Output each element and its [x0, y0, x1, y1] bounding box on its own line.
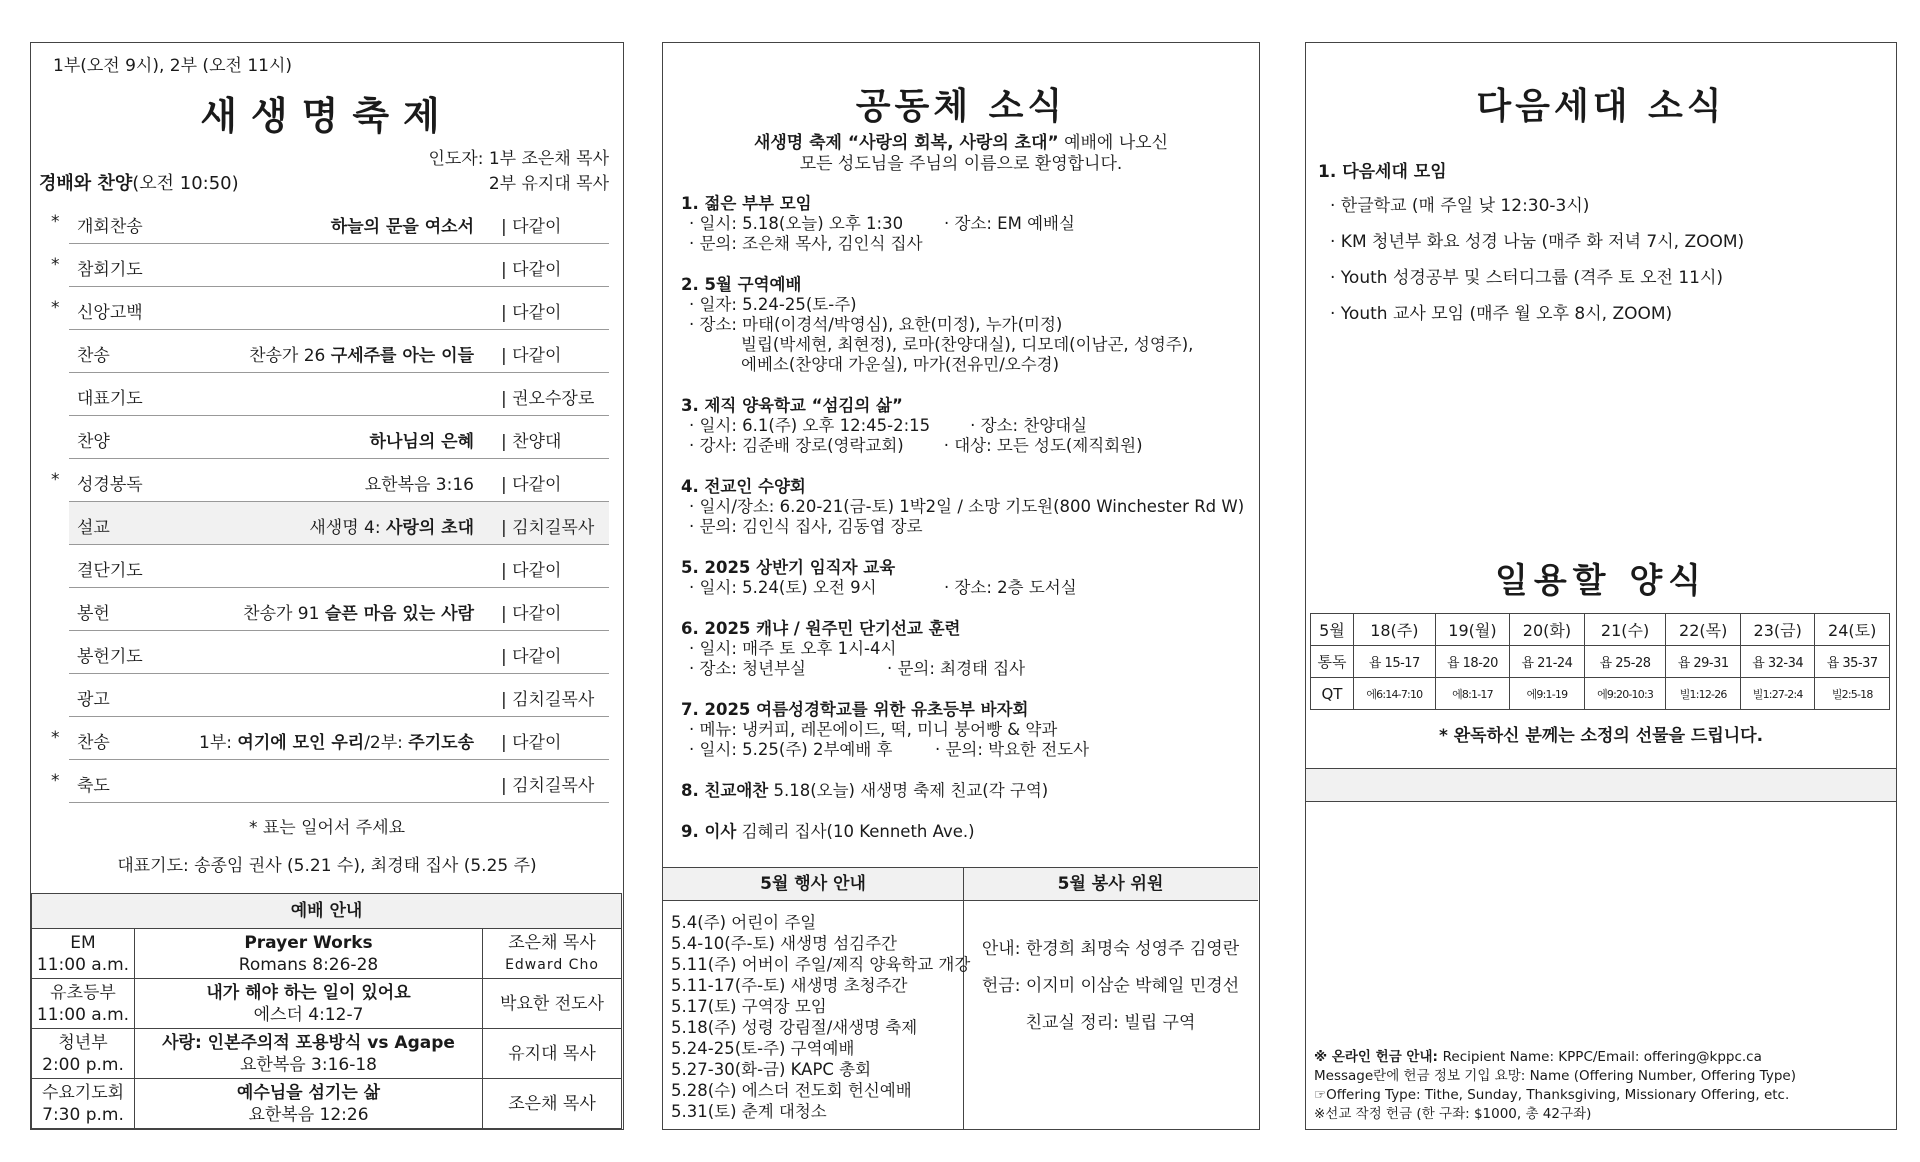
reading-cell: 21(수) [1584, 614, 1666, 646]
news-line [681, 335, 1251, 355]
service-guide-header: 예배 안내 [32, 894, 622, 929]
volunteers-header: 5월 봉사 위원 [963, 868, 1258, 901]
next-gen-list [1330, 191, 1744, 335]
prayer-schedule: 대표기도: 송종임 권사 (5.21 수), 최경태 집사 (5.25 주) [117, 856, 537, 876]
sermon-title: 내가 해야 하는 일이 있어요 [206, 982, 411, 1003]
service-sermon-cell [135, 979, 483, 1029]
news-line-text: 에베소(찬양대 가운실), 마가(전유민/오수경) [741, 355, 1060, 374]
stand-marker: * [51, 212, 60, 232]
offering-text: Recipient Name: KPPC/Email: offering@kppc.ca [1442, 1049, 1762, 1065]
detail-title: 구세주를 아는 이들 [330, 346, 474, 366]
service-row [32, 979, 622, 1029]
order-item-name: 봉헌 [77, 604, 110, 624]
news-item [681, 476, 1251, 537]
reading-row [1311, 678, 1890, 710]
order-item-name: 찬송 [77, 346, 110, 366]
event-item: 5.28(수) 에스더 전도회 헌신예배 [671, 1081, 912, 1100]
event-item: 5.24-25(토-주) 구역예배 [671, 1039, 855, 1058]
news-line [681, 355, 1251, 375]
daily-bread-title: 일용할 양식 [1494, 561, 1708, 601]
reading-cell: 19(월) [1435, 614, 1510, 646]
service-pastor-cell [483, 929, 622, 979]
news-item [681, 193, 1251, 254]
sermon-title: 예수님을 섬기는 삶 [236, 1082, 381, 1103]
news-title: 9. 이사 [681, 822, 737, 841]
order-item-person: | 다같이 [501, 733, 562, 753]
pastor-name: 유지대 목사 [508, 1043, 596, 1064]
news-item [681, 618, 1251, 679]
news-item [681, 274, 1251, 375]
reading-plan-table [1310, 613, 1890, 710]
order-item-person: | 다같이 [501, 475, 562, 495]
order-item-detail [331, 212, 474, 237]
order-item-detail [309, 513, 474, 538]
service-sermon-cell [135, 1079, 483, 1129]
order-row [69, 330, 609, 373]
volunteer-names: 빌립 구역 [1124, 1013, 1196, 1033]
next-gen-title: 다음세대 소식 [1476, 86, 1726, 127]
detail-title: 여기에 모인 우리 [237, 733, 365, 753]
stand-marker: * [51, 298, 60, 318]
order-item-person: | 다같이 [501, 346, 562, 366]
pastor-name: 박요한 전도사 [500, 993, 604, 1014]
news-line-text: · 문의: 조은채 목사, 김인식 집사 [689, 234, 923, 253]
volunteer-line [963, 1008, 1258, 1033]
order-item-detail [370, 427, 474, 452]
event-item: 5.27-30(화-금) KAPC 총회 [671, 1060, 872, 1079]
service-pastor-cell [483, 979, 622, 1029]
reading-cell: 20(화) [1510, 614, 1585, 646]
news-line-text: · 장소: 2층 도서실 [944, 578, 1077, 597]
volunteer-line [963, 934, 1258, 959]
news-item [681, 395, 1251, 456]
news-line-text: · 일시: 6.1(주) 오후 12:45-2:15 [689, 416, 931, 435]
order-item-person: | 김치길목사 [501, 690, 595, 710]
offering-line [1314, 1048, 1796, 1067]
detail-title: 하늘의 문을 여소서 [330, 217, 474, 237]
order-item-person: | 다같이 [501, 604, 562, 624]
service-row [32, 1079, 622, 1129]
events-list [671, 912, 970, 1122]
order-row [51, 459, 609, 502]
order-row [69, 631, 609, 674]
reading-cell: QT [1311, 678, 1354, 710]
divider-band [1306, 768, 1896, 802]
offering-label: ※ 온라인 헌금 안내: [1314, 1049, 1443, 1065]
news-item [681, 821, 1251, 842]
service-row [32, 1029, 622, 1079]
service-group-cell [32, 929, 135, 979]
community-news-panel [662, 42, 1260, 1130]
news-line [681, 720, 1251, 740]
order-row [69, 545, 609, 588]
welcome-bold: 새생명 축제 “사랑의 회복, 사랑의 초대” [753, 133, 1059, 153]
news-title: 4. 전교인 수양회 [681, 477, 806, 496]
volunteer-names: 이지미 이삼순 박혜일 민경선 [1025, 976, 1240, 996]
news-line-text: · 강사: 김준배 장로(영락교회) [689, 436, 904, 455]
news-list [681, 193, 1251, 862]
service-group: 청년부 [58, 1032, 108, 1053]
service-time: 2:00 p.m. [42, 1054, 124, 1075]
order-item-person: | 다같이 [501, 260, 562, 280]
stand-marker: * [51, 255, 60, 275]
sermon-verse: 에스더 4:12-7 [253, 1004, 364, 1025]
next-gen-section: 1. 다음세대 모임 [1318, 162, 1447, 182]
reading-cell: 24(토) [1815, 614, 1890, 646]
order-item-name: 참회기도 [77, 260, 143, 280]
reading-cell: 욥 35-37 [1815, 646, 1890, 678]
news-line [681, 436, 1251, 456]
order-row [69, 502, 609, 545]
news-title: 3. 제직 양육학교 “섬김의 삶” [681, 396, 903, 415]
order-item-detail [249, 341, 474, 366]
news-heading [681, 274, 1251, 295]
service-pastor-cell [483, 1029, 622, 1079]
reading-cell: 에6:14-7:10 [1353, 678, 1435, 710]
order-row [69, 588, 609, 631]
service-group: 유초등부 [50, 982, 116, 1003]
order-row [51, 717, 609, 760]
news-line-text: · 일시: 5.25(주) 2부예배 후 [689, 740, 893, 759]
order-item-person: | 김치길목사 [501, 776, 595, 796]
detail-text: 새생명 4: [309, 518, 386, 538]
news-item [681, 780, 1251, 801]
order-row [69, 674, 609, 717]
reading-cell: 23(금) [1740, 614, 1815, 646]
detail-text: 요한복음 3:16 [364, 475, 474, 495]
service-guide-table [31, 893, 622, 1129]
event-item: 5.4(주) 어린이 주일 [671, 913, 817, 932]
reading-cell: 빌1:27-2:4 [1740, 678, 1815, 710]
detail-text: 찬송가 26 [249, 346, 331, 366]
order-item-person: | 김치길목사 [501, 518, 595, 538]
offering-line [1314, 1067, 1796, 1086]
reading-cell: 빌1:12-26 [1666, 678, 1741, 710]
community-news-title: 공동체 소식 [855, 86, 1067, 127]
worship-order-list [51, 201, 609, 803]
news-line-text: · 장소: 찬양대실 [970, 416, 1088, 435]
order-item-name: 개회찬송 [77, 217, 143, 237]
leader-first-service: 인도자: 1부 조은채 목사 [428, 149, 609, 169]
offering-text: Message란에 헌금 정보 기입 요망: Name (Offering Number, Offering Type) [1314, 1068, 1796, 1084]
stand-marker: * [51, 728, 60, 748]
news-line [681, 578, 1251, 598]
order-item-name: 성경봉독 [77, 475, 143, 495]
news-heading [681, 699, 1251, 720]
offering-line [1314, 1105, 1796, 1124]
order-item-person: | 권오수장로 [501, 389, 595, 409]
reading-cell: 에9:20-10:3 [1584, 678, 1666, 710]
reading-cell: 욥 21-24 [1510, 646, 1585, 678]
reading-cell: 욥 25-28 [1584, 646, 1666, 678]
reading-row [1311, 646, 1890, 678]
news-heading [681, 476, 1251, 497]
news-heading [681, 557, 1251, 578]
order-item-person: | 다같이 [501, 303, 562, 323]
news-heading [681, 821, 1251, 842]
news-line-text: · 장소: EM 예배실 [944, 214, 1075, 233]
service-group: EM [70, 932, 96, 953]
welcome-line2: 모든 성도님을 주님의 이름으로 환영합니다. [799, 154, 1123, 174]
reading-cell: 욥 29-31 [1666, 646, 1741, 678]
news-title: 8. 친교애찬 [681, 781, 769, 800]
volunteer-role: 친교실 정리: [1025, 1013, 1125, 1033]
event-item: 5.31(토) 춘계 대청소 [671, 1102, 827, 1121]
next-generation-panel [1305, 42, 1897, 1130]
order-item-detail [243, 599, 474, 624]
offering-line [1314, 1086, 1796, 1105]
news-line [681, 315, 1251, 335]
news-item [681, 699, 1251, 760]
event-item: 5.4-10(주-토) 새생명 섬김주간 [671, 934, 897, 953]
order-row [51, 760, 609, 803]
reading-row [1311, 614, 1890, 646]
service-group-cell [32, 979, 135, 1029]
detail-title: 슬픈 마음 있는 사람 [324, 604, 474, 624]
news-line [681, 659, 1251, 679]
order-row [69, 373, 609, 416]
pastor-name-en: Edward Cho [505, 956, 599, 973]
news-line [681, 497, 1251, 517]
sermon-verse: Romans 8:26-28 [238, 954, 379, 975]
service-times: 1부(오전 9시), 2부 (오전 11시) [53, 56, 293, 76]
order-item-name: 찬송 [77, 733, 110, 753]
news-title-detail: 5.18(오늘) 새생명 축제 친교(각 구역) [768, 781, 1049, 800]
order-item-detail [199, 728, 474, 753]
reading-cell: 에8:1-17 [1435, 678, 1510, 710]
order-item-name: 대표기도 [77, 389, 143, 409]
news-line-text: · 일시: 5.18(오늘) 오후 1:30 [689, 214, 904, 233]
reading-cell: 22(목) [1666, 614, 1741, 646]
news-line [681, 639, 1251, 659]
gift-note: * 완독하신 분께는 소정의 선물을 드립니다. [1438, 726, 1764, 746]
order-row [51, 201, 609, 244]
sermon-title: Prayer Works [244, 932, 373, 953]
service-time: 7:30 p.m. [42, 1104, 124, 1125]
offering-text: ☞Offering Type: Tithe, Sunday, Thanksgiving, Missionary Offering, etc. [1314, 1087, 1790, 1103]
volunteer-line [963, 971, 1258, 996]
reading-cell: 5월 [1311, 614, 1354, 646]
order-item-name: 설교 [77, 518, 110, 538]
next-gen-item: · KM 청년부 화요 성경 나눔 (매주 화 저녁 7시, ZOOM) [1330, 232, 1745, 252]
detail-text: /2부: [364, 733, 409, 753]
news-line-text: · 대상: 모든 성도(제직회원) [943, 436, 1143, 455]
news-heading [681, 618, 1251, 639]
news-line-text: · 일시/장소: 6.20-21(금-토) 1박2일 / 소망 기도원(800 Winchester Rd W) [689, 497, 1245, 516]
news-line [681, 295, 1251, 315]
volunteer-names: 한경희 최명숙 성영주 김영란 [1025, 939, 1240, 959]
service-time: 11:00 a.m. [36, 1004, 130, 1025]
detail-title: 하나님의 은혜 [369, 432, 474, 452]
worship-order-panel [30, 42, 624, 1130]
offering-text: ※선교 작정 헌금 (한 구좌: $1000, 총 42구좌) [1314, 1106, 1592, 1122]
detail-text: 1부: [199, 733, 238, 753]
news-item [681, 557, 1251, 598]
detail-title: 주기도송 [408, 733, 474, 753]
reading-cell: 통독 [1311, 646, 1354, 678]
stand-marker: * [51, 470, 60, 490]
news-title: 6. 2025 캐냐 / 원주민 단기선교 훈련 [681, 619, 961, 638]
service-group-cell [32, 1029, 135, 1079]
order-row [69, 416, 609, 459]
news-line [681, 234, 1251, 254]
welcome-rest: 예배에 나오신 [1058, 133, 1169, 153]
order-item-name: 신앙고백 [77, 303, 143, 323]
event-item: 5.11-17(주-토) 새생명 초청주간 [671, 976, 908, 995]
order-item-person: | 다같이 [501, 217, 562, 237]
news-title: 7. 2025 여름성경학교를 위한 유초등부 바자회 [681, 700, 1029, 719]
stand-note: * 표는 일어서 주세요 [248, 818, 406, 838]
news-line-text: · 장소: 마태(이경석/박영심), 요한(미정), 누가(미정) [689, 315, 1063, 334]
order-item-name: 축도 [77, 776, 110, 796]
next-gen-item: · Youth 교사 모임 (매주 월 오후 8시, ZOOM) [1330, 304, 1673, 324]
order-item-name: 찬양 [77, 432, 110, 452]
service-sermon-cell [135, 929, 483, 979]
news-line [681, 214, 1251, 234]
order-item-person: | 다같이 [501, 647, 562, 667]
reading-cell: 에9:1-19 [1510, 678, 1585, 710]
pastor-name: 조은채 목사 [508, 1093, 596, 1114]
service-sermon-cell [135, 1029, 483, 1079]
order-item-name: 결단기도 [77, 561, 143, 581]
order-row [51, 244, 609, 287]
news-title-detail: 김혜리 집사(10 Kenneth Ave.) [736, 822, 975, 841]
news-line-text: · 메뉴: 냉커피, 레몬에이드, 떡, 미니 붕어빵 & 약과 [689, 720, 1058, 739]
pastor-name: 조은채 목사 [508, 932, 596, 953]
next-gen-item: · 한글학교 (매 주일 낮 12:30-3시) [1330, 196, 1590, 216]
service-group: 수요기도회 [41, 1082, 125, 1103]
volunteer-role: 안내: [981, 939, 1026, 959]
order-item-name: 광고 [77, 690, 110, 710]
news-line-text: · 일시: 매주 토 오후 1시-4시 [689, 639, 897, 658]
welcome-message [663, 133, 1259, 175]
praise-time: (오전 10:50) [132, 173, 239, 194]
service-pastor-cell [483, 1079, 622, 1129]
online-offering-info [1314, 1048, 1796, 1124]
news-heading [681, 193, 1251, 214]
sermon-verse: 요한복음 3:16-18 [239, 1054, 378, 1075]
order-item-name: 봉헌기도 [77, 647, 143, 667]
event-item: 5.17(토) 구역장 모임 [671, 997, 827, 1016]
reading-cell: 욥 32-34 [1740, 646, 1815, 678]
service-group-cell [32, 1079, 135, 1129]
praise-title: 경배와 찬양 [39, 173, 133, 194]
news-line-text: · 문의: 김인식 집사, 김동엽 장로 [689, 517, 923, 536]
page-title: 새생명축제 [200, 94, 454, 138]
news-title: 5. 2025 상반기 임직자 교육 [681, 558, 896, 577]
news-line-text: · 문의: 박요한 전도사 [935, 740, 1090, 759]
reading-cell: 18(주) [1353, 614, 1435, 646]
leader-second-service: 2부 유지대 목사 [488, 174, 609, 194]
news-line-text: · 일자: 5.24-25(토-주) [689, 295, 857, 314]
reading-cell: 빌2:5-18 [1815, 678, 1890, 710]
order-row [51, 287, 609, 330]
events-header: 5월 행사 안내 [663, 868, 963, 901]
news-title: 2. 5월 구역예배 [681, 275, 802, 294]
order-item-person: | 찬양대 [501, 432, 562, 452]
events-volunteers-table [663, 867, 1258, 1129]
news-line-text: · 장소: 청년부실 [689, 659, 806, 678]
news-line [681, 416, 1251, 436]
event-item: 5.18(주) 성령 강림절/새생명 축제 [671, 1018, 918, 1037]
event-item: 5.11(주) 어버이 주일/제직 양육학교 개강 [671, 955, 971, 974]
news-heading [681, 780, 1251, 801]
stand-marker: * [51, 771, 60, 791]
news-heading [681, 395, 1251, 416]
news-title: 1. 젊은 부부 모임 [681, 194, 812, 213]
news-line-text: · 문의: 최경태 집사 [887, 659, 1026, 678]
reading-cell: 욥 18-20 [1435, 646, 1510, 678]
volunteer-role: 헌금: [981, 976, 1026, 996]
news-line-text: · 일시: 5.24(토) 오전 9시 [689, 578, 877, 597]
reading-cell: 욥 15-17 [1353, 646, 1435, 678]
praise-label [39, 169, 239, 195]
order-item-detail [365, 470, 474, 495]
service-row [32, 929, 622, 979]
news-line [681, 517, 1251, 537]
sermon-title: 사랑: 인본주의적 포용방식 vs Agape [162, 1032, 455, 1053]
order-item-person: | 다같이 [501, 561, 562, 581]
next-gen-item: · Youth 성경공부 및 스터디그룹 (격주 토 오전 11시) [1330, 268, 1724, 288]
service-time: 11:00 a.m. [36, 954, 130, 975]
sermon-verse: 요한복음 12:26 [248, 1104, 369, 1125]
news-line [681, 740, 1251, 760]
detail-title: 사랑의 초대 [385, 518, 474, 538]
detail-text: 찬송가 91 [243, 604, 325, 624]
news-line-text: 빌립(박세현, 최현정), 로마(찬양대실), 디모데(이남곤, 성영주), [741, 335, 1194, 354]
